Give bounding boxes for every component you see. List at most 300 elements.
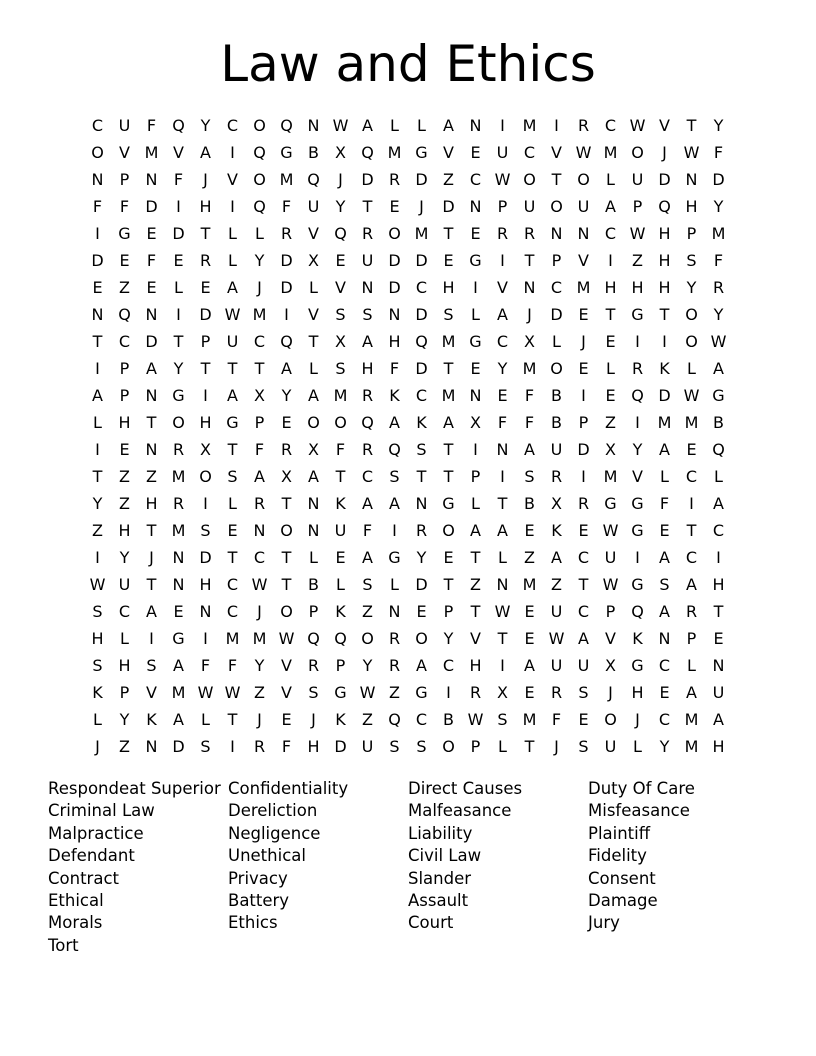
grid-letter[interactable]: N [307, 116, 320, 135]
grid-letter[interactable]: C [118, 332, 131, 351]
grid-letter[interactable]: I [203, 494, 208, 513]
grid-letter[interactable]: J [338, 170, 343, 189]
grid-letter[interactable]: E [200, 278, 211, 297]
grid-letter[interactable]: L [93, 413, 102, 432]
grid-letter[interactable]: H [685, 197, 698, 216]
grid-letter[interactable]: C [253, 548, 266, 567]
grid-letter[interactable]: Y [713, 116, 724, 135]
grid-letter[interactable]: L [606, 359, 615, 378]
grid-letter[interactable]: Q [631, 602, 644, 621]
grid-letter[interactable]: T [281, 575, 292, 594]
grid-letter[interactable]: U [118, 116, 131, 135]
grid-letter[interactable]: P [551, 251, 562, 270]
grid-letter[interactable]: D [145, 332, 158, 351]
grid-letter[interactable]: I [203, 629, 208, 648]
grid-letter[interactable]: V [146, 683, 157, 702]
grid-letter[interactable]: L [417, 116, 426, 135]
grid-letter[interactable]: Y [416, 548, 427, 567]
grid-letter[interactable]: D [145, 197, 158, 216]
grid-letter[interactable]: R [253, 494, 266, 513]
grid-letter[interactable]: O [604, 710, 617, 729]
grid-letter[interactable]: F [713, 251, 724, 270]
grid-letter[interactable]: S [200, 521, 211, 540]
grid-letter[interactable]: T [146, 521, 157, 540]
grid-letter[interactable]: L [498, 548, 507, 567]
grid-letter[interactable]: X [470, 413, 481, 432]
grid-letter[interactable]: Y [713, 197, 724, 216]
grid-letter[interactable]: I [635, 413, 640, 432]
grid-letter[interactable]: L [255, 224, 264, 243]
grid-letter[interactable]: U [550, 440, 563, 459]
grid-letter[interactable]: C [496, 332, 509, 351]
grid-letter[interactable]: C [415, 386, 428, 405]
grid-letter[interactable]: E [227, 521, 238, 540]
grid-letter[interactable]: G [334, 683, 347, 702]
grid-letter[interactable]: L [228, 494, 237, 513]
grid-letter[interactable]: U [550, 602, 563, 621]
grid-letter[interactable]: W [359, 683, 376, 702]
grid-letter[interactable]: P [119, 359, 130, 378]
grid-letter[interactable]: D [334, 737, 347, 756]
grid-letter[interactable]: E [524, 521, 535, 540]
grid-letter[interactable]: C [118, 602, 131, 621]
grid-letter[interactable]: K [92, 683, 103, 702]
grid-letter[interactable]: Z [362, 710, 373, 729]
grid-letter[interactable]: M [522, 116, 537, 135]
grid-letter[interactable]: I [392, 521, 397, 540]
grid-letter[interactable]: O [550, 197, 563, 216]
grid-letter[interactable]: I [95, 548, 100, 567]
grid-letter[interactable]: P [254, 413, 265, 432]
grid-letter[interactable]: O [631, 143, 644, 162]
grid-letter[interactable]: U [577, 656, 590, 675]
grid-letter[interactable]: R [415, 521, 428, 540]
grid-letter[interactable]: B [524, 494, 535, 513]
grid-letter[interactable]: Q [388, 440, 401, 459]
grid-letter[interactable]: V [308, 224, 319, 243]
grid-letter[interactable]: O [307, 413, 320, 432]
grid-letter[interactable]: Z [389, 683, 400, 702]
grid-letter[interactable]: K [551, 521, 562, 540]
grid-letter[interactable]: J [554, 737, 559, 756]
grid-letter[interactable]: Z [119, 737, 130, 756]
grid-letter[interactable]: I [473, 440, 478, 459]
grid-letter[interactable]: T [281, 548, 292, 567]
grid-letter[interactable]: C [685, 467, 698, 486]
grid-letter[interactable]: S [335, 359, 346, 378]
grid-letter[interactable]: F [551, 710, 562, 729]
grid-letter[interactable]: M [252, 629, 267, 648]
grid-letter[interactable]: T [524, 251, 535, 270]
grid-letter[interactable]: I [230, 737, 235, 756]
grid-letter[interactable]: S [389, 737, 400, 756]
grid-letter[interactable]: T [659, 305, 670, 324]
grid-letter[interactable]: Y [713, 305, 724, 324]
grid-letter[interactable]: N [388, 305, 401, 324]
grid-letter[interactable]: A [659, 440, 670, 459]
grid-letter[interactable]: N [496, 440, 509, 459]
grid-letter[interactable]: I [500, 251, 505, 270]
grid-letter[interactable]: H [118, 521, 131, 540]
grid-letter[interactable]: N [145, 737, 158, 756]
grid-letter[interactable]: D [280, 278, 293, 297]
grid-letter[interactable]: O [280, 602, 293, 621]
grid-letter[interactable]: Z [119, 494, 130, 513]
grid-letter[interactable]: U [361, 737, 374, 756]
grid-letter[interactable]: Q [334, 629, 347, 648]
grid-letter[interactable]: R [577, 116, 590, 135]
grid-letter[interactable]: G [415, 683, 428, 702]
grid-letter[interactable]: G [469, 251, 482, 270]
grid-letter[interactable]: H [658, 278, 671, 297]
grid-letter[interactable]: Y [200, 116, 211, 135]
grid-letter[interactable]: H [118, 656, 131, 675]
grid-letter[interactable]: P [335, 656, 346, 675]
grid-letter[interactable]: X [308, 440, 319, 459]
grid-letter[interactable]: W [197, 683, 214, 702]
grid-letter[interactable]: C [226, 602, 239, 621]
grid-letter[interactable]: I [203, 386, 208, 405]
grid-letter[interactable]: D [361, 170, 374, 189]
grid-letter[interactable]: O [334, 413, 347, 432]
grid-letter[interactable]: E [524, 683, 535, 702]
grid-letter[interactable]: Y [335, 197, 346, 216]
grid-letter[interactable]: I [689, 494, 694, 513]
grid-letter[interactable]: T [227, 548, 238, 567]
grid-letter[interactable]: M [225, 629, 240, 648]
grid-letter[interactable]: R [388, 629, 401, 648]
grid-letter[interactable]: P [470, 467, 481, 486]
grid-letter[interactable]: V [227, 170, 238, 189]
grid-letter[interactable]: L [309, 359, 318, 378]
grid-letter[interactable]: J [581, 332, 586, 351]
grid-letter[interactable]: G [631, 494, 644, 513]
grid-letter[interactable]: N [307, 521, 320, 540]
grid-letter[interactable]: A [362, 548, 373, 567]
grid-letter[interactable]: R [280, 224, 293, 243]
grid-letter[interactable]: P [632, 197, 643, 216]
grid-letter[interactable]: D [658, 170, 671, 189]
grid-letter[interactable]: U [577, 197, 590, 216]
grid-letter[interactable]: P [200, 332, 211, 351]
grid-letter[interactable]: S [362, 305, 373, 324]
grid-letter[interactable]: H [604, 278, 617, 297]
grid-letter[interactable]: S [578, 683, 589, 702]
grid-letter[interactable]: H [658, 224, 671, 243]
grid-letter[interactable]: D [442, 197, 455, 216]
grid-letter[interactable]: J [149, 548, 154, 567]
grid-letter[interactable]: Z [470, 575, 481, 594]
grid-letter[interactable]: S [416, 737, 427, 756]
grid-letter[interactable]: L [687, 359, 696, 378]
grid-letter[interactable]: O [685, 332, 698, 351]
grid-letter[interactable]: T [281, 494, 292, 513]
grid-letter[interactable]: V [497, 278, 508, 297]
grid-letter[interactable]: C [712, 521, 725, 540]
grid-letter[interactable]: C [415, 710, 428, 729]
grid-letter[interactable]: R [631, 359, 644, 378]
grid-letter[interactable]: D [91, 251, 104, 270]
grid-letter[interactable]: V [605, 629, 616, 648]
grid-letter[interactable]: R [388, 170, 401, 189]
grid-letter[interactable]: C [469, 170, 482, 189]
grid-letter[interactable]: O [550, 359, 563, 378]
grid-letter[interactable]: H [145, 494, 158, 513]
grid-letter[interactable]: A [713, 359, 724, 378]
grid-letter[interactable]: A [308, 467, 319, 486]
grid-letter[interactable]: E [173, 602, 184, 621]
grid-letter[interactable]: S [362, 575, 373, 594]
grid-letter[interactable]: O [253, 116, 266, 135]
grid-letter[interactable]: Z [119, 278, 130, 297]
grid-letter[interactable]: C [523, 143, 536, 162]
grid-letter[interactable]: L [390, 575, 399, 594]
grid-letter[interactable]: E [443, 251, 454, 270]
grid-letter[interactable]: O [442, 521, 455, 540]
grid-letter[interactable]: I [500, 467, 505, 486]
grid-letter[interactable]: E [659, 683, 670, 702]
grid-letter[interactable]: W [89, 575, 106, 594]
grid-letter[interactable]: I [500, 656, 505, 675]
grid-letter[interactable]: E [713, 629, 724, 648]
grid-letter[interactable]: B [551, 386, 562, 405]
grid-letter[interactable]: R [550, 683, 563, 702]
grid-letter[interactable]: D [415, 575, 428, 594]
grid-letter[interactable]: N [145, 170, 158, 189]
grid-letter[interactable]: X [551, 494, 562, 513]
grid-letter[interactable]: S [92, 602, 103, 621]
grid-letter[interactable]: Y [119, 710, 130, 729]
grid-letter[interactable]: E [578, 521, 589, 540]
grid-letter[interactable]: Q [712, 440, 725, 459]
grid-letter[interactable]: E [524, 629, 535, 648]
grid-letter[interactable]: N [469, 197, 482, 216]
grid-letter[interactable]: A [389, 494, 400, 513]
grid-letter[interactable]: Y [254, 656, 265, 675]
grid-letter[interactable]: N [523, 278, 536, 297]
grid-letter[interactable]: N [172, 575, 185, 594]
grid-letter[interactable]: M [711, 224, 726, 243]
grid-letter[interactable]: T [443, 575, 454, 594]
grid-letter[interactable]: M [522, 575, 537, 594]
grid-letter[interactable]: I [95, 359, 100, 378]
grid-letter[interactable]: A [443, 116, 454, 135]
grid-letter[interactable]: E [524, 602, 535, 621]
grid-letter[interactable]: D [415, 305, 428, 324]
grid-letter[interactable]: F [146, 116, 157, 135]
grid-letter[interactable]: P [119, 386, 130, 405]
grid-letter[interactable]: I [230, 197, 235, 216]
grid-letter[interactable]: J [635, 710, 640, 729]
grid-letter[interactable]: F [254, 440, 265, 459]
grid-letter[interactable]: M [252, 305, 267, 324]
grid-letter[interactable]: W [602, 521, 619, 540]
grid-letter[interactable]: M [333, 386, 348, 405]
grid-letter[interactable]: K [659, 359, 670, 378]
grid-letter[interactable]: A [713, 494, 724, 513]
grid-letter[interactable]: U [631, 170, 644, 189]
grid-letter[interactable]: S [659, 575, 670, 594]
grid-letter[interactable]: I [95, 224, 100, 243]
grid-letter[interactable]: M [522, 710, 537, 729]
grid-letter[interactable]: M [144, 143, 159, 162]
grid-letter[interactable]: X [254, 386, 265, 405]
grid-letter[interactable]: S [416, 440, 427, 459]
grid-letter[interactable]: L [309, 548, 318, 567]
grid-letter[interactable]: V [632, 467, 643, 486]
grid-letter[interactable]: F [713, 143, 724, 162]
grid-letter[interactable]: E [659, 521, 670, 540]
grid-letter[interactable]: A [362, 116, 373, 135]
grid-letter[interactable]: E [119, 251, 130, 270]
grid-letter[interactable]: E [335, 251, 346, 270]
grid-letter[interactable]: T [551, 170, 562, 189]
grid-letter[interactable]: S [686, 251, 697, 270]
grid-letter[interactable]: U [226, 332, 239, 351]
grid-letter[interactable]: E [578, 305, 589, 324]
grid-letter[interactable]: O [199, 467, 212, 486]
grid-letter[interactable]: A [200, 143, 211, 162]
grid-letter[interactable]: H [712, 737, 725, 756]
grid-letter[interactable]: M [279, 170, 294, 189]
grid-letter[interactable]: L [228, 251, 237, 270]
grid-letter[interactable]: Z [146, 467, 157, 486]
grid-letter[interactable]: J [95, 737, 100, 756]
grid-letter[interactable]: J [527, 305, 532, 324]
grid-letter[interactable]: R [307, 656, 320, 675]
grid-letter[interactable]: Z [632, 251, 643, 270]
grid-letter[interactable]: L [471, 494, 480, 513]
grid-letter[interactable]: H [91, 629, 104, 648]
grid-letter[interactable]: M [576, 278, 591, 297]
grid-letter[interactable]: E [146, 278, 157, 297]
grid-letter[interactable]: H [199, 413, 212, 432]
grid-letter[interactable]: B [308, 143, 319, 162]
grid-letter[interactable]: F [497, 413, 508, 432]
grid-letter[interactable]: Q [307, 629, 320, 648]
grid-letter[interactable]: V [551, 143, 562, 162]
grid-letter[interactable]: M [441, 386, 456, 405]
grid-letter[interactable]: S [200, 737, 211, 756]
grid-letter[interactable]: T [227, 440, 238, 459]
grid-letter[interactable]: E [470, 224, 481, 243]
grid-letter[interactable]: T [200, 224, 211, 243]
grid-letter[interactable]: A [362, 494, 373, 513]
grid-letter[interactable]: E [281, 413, 292, 432]
grid-letter[interactable]: D [550, 305, 563, 324]
grid-letter[interactable]: A [173, 710, 184, 729]
grid-letter[interactable]: V [281, 683, 292, 702]
grid-letter[interactable]: N [685, 170, 698, 189]
grid-letter[interactable]: D [280, 251, 293, 270]
grid-letter[interactable]: E [686, 440, 697, 459]
grid-letter[interactable]: I [230, 143, 235, 162]
grid-letter[interactable]: R [550, 467, 563, 486]
grid-letter[interactable]: W [332, 116, 349, 135]
grid-letter[interactable]: I [473, 278, 478, 297]
grid-letter[interactable]: T [146, 413, 157, 432]
grid-letter[interactable]: I [581, 386, 586, 405]
grid-letter[interactable]: G [631, 521, 644, 540]
grid-letter[interactable]: W [602, 575, 619, 594]
grid-letter[interactable]: A [551, 548, 562, 567]
grid-letter[interactable]: Q [172, 116, 185, 135]
grid-letter[interactable]: N [253, 521, 266, 540]
grid-letter[interactable]: Q [388, 710, 401, 729]
grid-letter[interactable]: O [172, 413, 185, 432]
grid-letter[interactable]: A [524, 440, 535, 459]
grid-letter[interactable]: R [523, 224, 536, 243]
grid-letter[interactable]: K [146, 710, 157, 729]
grid-letter[interactable]: Q [280, 332, 293, 351]
grid-letter[interactable]: F [92, 197, 103, 216]
grid-letter[interactable]: T [173, 332, 184, 351]
grid-letter[interactable]: C [226, 116, 239, 135]
grid-letter[interactable]: Z [362, 602, 373, 621]
grid-letter[interactable]: Z [119, 467, 130, 486]
grid-letter[interactable]: A [659, 548, 670, 567]
grid-letter[interactable]: N [577, 224, 590, 243]
grid-letter[interactable]: H [658, 251, 671, 270]
grid-letter[interactable]: S [443, 305, 454, 324]
grid-letter[interactable]: W [683, 143, 700, 162]
grid-letter[interactable]: C [604, 116, 617, 135]
grid-letter[interactable]: N [145, 305, 158, 324]
grid-letter[interactable]: V [173, 143, 184, 162]
grid-letter[interactable]: P [497, 197, 508, 216]
grid-letter[interactable]: U [550, 656, 563, 675]
grid-letter[interactable]: X [281, 467, 292, 486]
grid-letter[interactable]: K [416, 413, 427, 432]
grid-letter[interactable]: G [631, 305, 644, 324]
grid-letter[interactable]: T [308, 332, 319, 351]
grid-letter[interactable]: Y [659, 737, 670, 756]
grid-letter[interactable]: R [712, 278, 725, 297]
grid-letter[interactable]: N [658, 629, 671, 648]
grid-letter[interactable]: N [145, 386, 158, 405]
grid-letter[interactable]: J [203, 170, 208, 189]
grid-letter[interactable]: Q [415, 332, 428, 351]
grid-letter[interactable]: Z [443, 170, 454, 189]
grid-letter[interactable]: W [224, 683, 241, 702]
grid-letter[interactable]: D [388, 251, 401, 270]
grid-letter[interactable]: R [685, 602, 698, 621]
grid-letter[interactable]: G [118, 224, 131, 243]
grid-letter[interactable]: N [469, 386, 482, 405]
grid-letter[interactable]: A [308, 386, 319, 405]
grid-letter[interactable]: Y [92, 494, 103, 513]
grid-letter[interactable]: E [470, 143, 481, 162]
grid-letter[interactable]: M [441, 332, 456, 351]
grid-letter[interactable]: N [388, 602, 401, 621]
grid-letter[interactable]: A [659, 602, 670, 621]
grid-letter[interactable]: T [362, 197, 373, 216]
grid-letter[interactable]: L [174, 278, 183, 297]
grid-letter[interactable]: R [361, 386, 374, 405]
grid-letter[interactable]: H [631, 683, 644, 702]
grid-letter[interactable]: I [149, 629, 154, 648]
grid-letter[interactable]: G [442, 494, 455, 513]
grid-letter[interactable]: A [605, 197, 616, 216]
grid-letter[interactable]: T [443, 467, 454, 486]
grid-letter[interactable]: S [578, 737, 589, 756]
grid-letter[interactable]: G [415, 143, 428, 162]
grid-letter[interactable]: Q [334, 224, 347, 243]
grid-letter[interactable]: H [388, 332, 401, 351]
grid-letter[interactable]: A [173, 656, 184, 675]
grid-letter[interactable]: U [307, 197, 320, 216]
grid-letter[interactable]: H [199, 197, 212, 216]
